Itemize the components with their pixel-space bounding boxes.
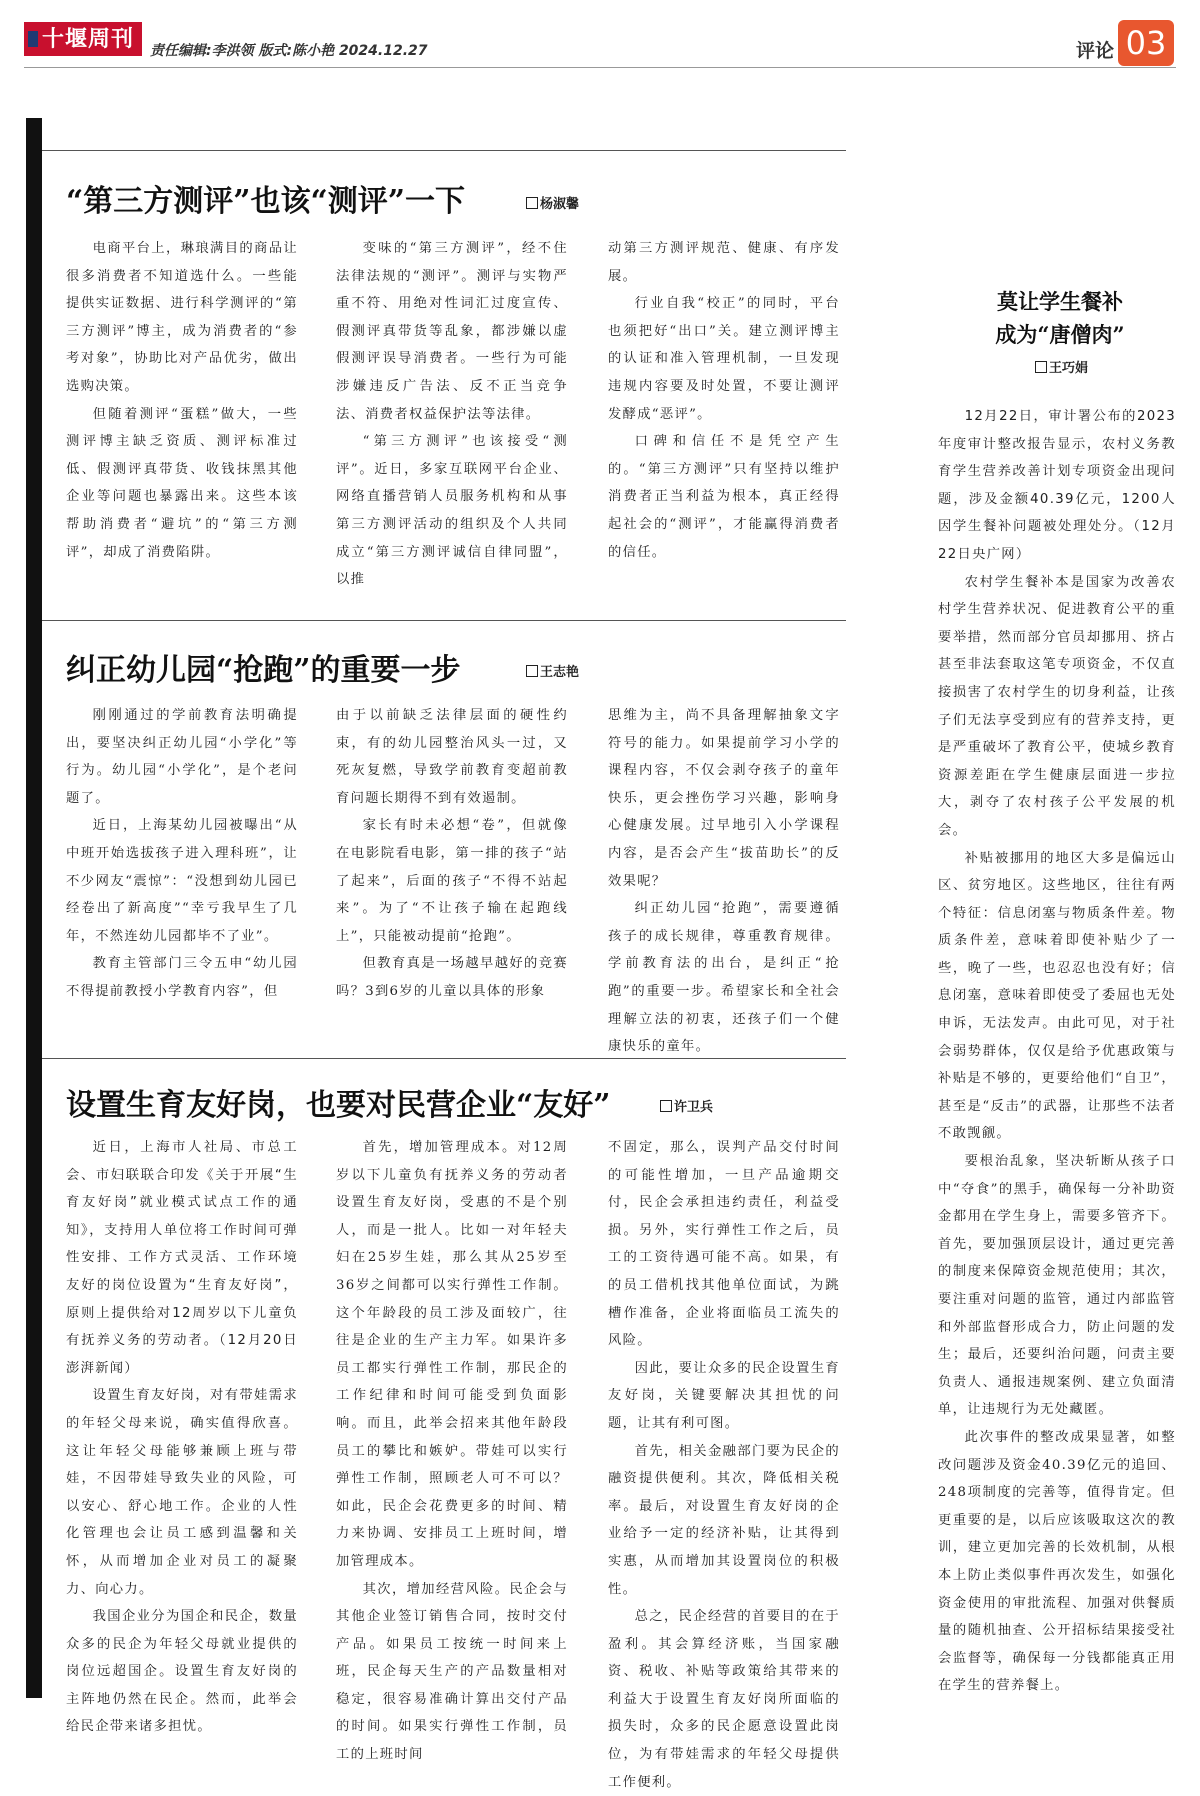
article-3-column-1 xyxy=(66,1134,298,1741)
paragraph: 教育主管部门三令五申“幼儿园不得提前教授小学教育内容”，但 xyxy=(66,956,298,999)
article-1-title: “第三方测评”也该“测评”一下 xyxy=(66,184,466,219)
article-2-column-1 xyxy=(66,702,298,1006)
paragraph: 我国企业分为国企和民企，数量众多的民企为年轻父母就业提供的岗位远超国企。设置生育友好岗的主阵地仍然在民企。然而，此举会给民企带来诸多担忧。 xyxy=(66,1609,298,1735)
article-2-column-3 xyxy=(608,702,840,1061)
paragraph: 设置生育友好岗，对有带娃需求的年轻父母来说，确实值得欣喜。这让年轻父母能够兼顾上班与带娃，不因带娃导致失业的风险，可以安心、舒心地工作。企业的人性化管理也会让员工感到温馨和关怀，从而增加企业对员工的凝聚力、向心力。 xyxy=(66,1388,298,1597)
sidebar-title-line-1: 莫让学生餐补 xyxy=(997,289,1123,314)
paragraph: 行业自我“校正”的同时，平台也须把好“出口”关。建立测评博主的认证和准入管理机制，一旦发现违规内容要及时处置，不要让测评发酵成“恶评”。 xyxy=(608,296,840,422)
paragraph: 要根治乱象，坚决斩断从孩子口中“夺食”的黑手，确保每一分补助资金都用在学生身上，需要多管齐下。首先，要加强顶层设计，通过更完善的制度来保障资金规范使用；其次，要注重对问题的监管，通过内部监管和外部监督形成合力，防止问题的发生；最后，还要纠治问题，问责主要负责人、通报违规案例、建立负面清单，让违规行为无处藏匿。 xyxy=(938,1154,1176,1418)
sidebar-author: 王巧娟 xyxy=(1035,357,1088,376)
paragraph: 口碑和信任不是凭空产生的。“第三方测评”只有坚持以维护消费者正当利益为根本，真正经得起社会的“测评”，才能赢得消费者的信任。 xyxy=(608,434,840,560)
paragraph: 刚刚通过的学前教育法明确提出，要坚决纠正幼儿园“小学化”等行为。幼儿园“小学化”，是个老问题了。 xyxy=(66,708,298,806)
article-2-title: 纠正幼儿园“抢跑”的重要一步 xyxy=(66,653,461,688)
paragraph: 纠正幼儿园“抢跑”，需要遵循孩子的成长规律，尊重教育规律。学前教育法的出台，是纠正“抢跑”的重要一步。希望家长和全社会理解立法的初衷，还孩子们一个健康快乐的童年。 xyxy=(608,901,840,1055)
section-name: 评论 xyxy=(1076,40,1115,62)
article-1-column-3 xyxy=(608,235,840,566)
paragraph: 近日，上海市人社局、市总工会、市妇联联合印发《关于开展“生育友好岗”就业模式试点工作的通知》，支持用人单位将工作时间可弹性安排、工作方式灵活、工作环境友好的岗位设置为“生育友好岗”，原则上提供给对12周岁以下儿童负有抚养义务的劳动者。（12月20日澎湃新闻） xyxy=(66,1140,298,1376)
paragraph: 农村学生餐补本是国家为改善农村学生营养状况、促进教育公平的重要举措，然而部分官员却挪用、挤占甚至非法套取这笔专项资金，不仅直接损害了农村学生的切身利益，让孩子们无法享受到应有的营养支持，更是严重破坏了教育公平，使城乡教育资源差距在学生健康层面进一步拉大，剥夺了农村孩子公平发展的机会。 xyxy=(938,574,1176,838)
paragraph: 变味的“第三方测评”，经不住法律法规的“测评”。测评与实物严重不符、用绝对性词汇过度宣传、假测评真带货等乱象，都涉嫌以虚假测评误导消费者。一些行为可能涉嫌违反广告法、反不正当竞争法、消费者权益保护法等法律。 xyxy=(336,241,568,422)
paragraph: 动第三方测评规范、健康、有序发展。 xyxy=(608,241,840,284)
article-divider-2 xyxy=(42,620,846,621)
paragraph: 此次事件的整改成果显著，如整改问题涉及资金40.39亿元的追回、248项制度的完善等，值得肯定。但更重要的是，以后应该吸取这次的教训，建立更加完善的长效机制，从根本上防止类似事件再次发生，如强化资金使用的审批流程、加强对供餐质量的随机抽查、公开招标结果接受社会监督等，确保每一分钱都能真正用在学生的营养餐上。 xyxy=(938,1429,1176,1694)
sidebar-title-line-2: 成为“唐僧肉” xyxy=(995,322,1125,347)
page-number-badge: 03 xyxy=(1118,20,1174,66)
article-1-column-2 xyxy=(336,235,568,594)
paragraph: 补贴被挪用的地区大多是偏远山区、贫穷地区。这些地区，往往有两个特征：信息闭塞与物质条件差。物质条件差，意味着即使补贴少了一些，晚了一些，也忍忍也没有好；信息闭塞，意味着即使受了委屈也无处申诉，无法发声。由此可见，对于社会弱势群体，仅仅是给予优惠政策与补贴是不够的，更要给他们“自卫”，甚至是“反击”的武器，让那些不法者不敢觊觎。 xyxy=(938,850,1176,1142)
paragraph: 其次，增加经营风险。民企会与其他企业签订销售合同，按时交付产品。如果员工按统一时间来上班，民企每天生产的产品数量相对稳定，很容易准确计算出交付产品的时间。如果实行弹性工作制，员工的上班时间 xyxy=(336,1581,568,1763)
article-3-column-3 xyxy=(608,1134,840,1796)
article-2-column-2 xyxy=(336,702,568,1006)
paragraph: 因此，要让众多的民企设置生育友好岗，关键要解决其担忧的问题，让其有利可图。 xyxy=(608,1360,840,1431)
article-1-column-1 xyxy=(66,235,298,566)
paragraph: 12月22日，审计署公布的2023年度审计整改报告显示，农村义务教育学生营养改善计划专项资金出现问题，涉及金额40.39亿元，1200人因学生餐补问题被处理处分。（12月22日央广网） xyxy=(938,409,1176,562)
article-3-author: 许卫兵 xyxy=(660,1096,713,1115)
article-3-column-2 xyxy=(336,1134,568,1769)
paragraph: “第三方测评”也该接受“测评”。近日，多家互联网平台企业、网络直播营销人员服务机构和从事第三方测评活动的组织及个人共同成立“第三方测评诚信自律同盟”，以推 xyxy=(336,434,568,588)
paragraph: 首先，增加管理成本。对12周岁以下儿童负有抚养义务的劳动者设置生育友好岗，受惠的不是个别人，而是一批人。比如一对年轻夫妇在25岁生娃，那么其从25岁至36岁之间都可以实行弹性工作制。这个年龄段的员工涉及面较广，往往是企业的生产主力军。如果许多员工都实行弹性工作制，那民企的工作纪律和时间可能受到负面影响。而且，此举会招来其他年龄段员工的攀比和嫉妒。带娃可以实行弹性工作制，照顾老人可不可以？如此，民企会花费更多的时间、精力来协调、安排员工上班时间，增加管理成本。 xyxy=(336,1140,568,1569)
logo-mark-icon xyxy=(28,31,38,47)
editor-info: 责任编辑:李洪领 版式:陈小艳 2024.12.27 xyxy=(150,43,428,59)
paragraph: 电商平台上，琳琅满目的商品让很多消费者不知道选什么。一些能提供实证数据、进行科学测评的“第三方测评”博主，成为消费者的“参考对象”，协助比对产品优劣，做出选购决策。 xyxy=(66,241,298,394)
header-divider xyxy=(24,67,1176,68)
article-divider-1 xyxy=(42,150,846,151)
masthead-title: 十堰周刊 xyxy=(41,26,134,52)
paragraph: 不固定，那么，误判产品交付时间的可能性增加，一旦产品逾期交付，民企会承担违约责任，利益受损。另外，实行弹性工作之后，员工的工资待遇可能不高。如果，有的员工借机找其他单位面试，为跳槽作准备，企业将面临员工流失的风险。 xyxy=(608,1140,840,1349)
left-accent-bar xyxy=(26,118,42,1698)
paragraph: 思维为主，尚不具备理解抽象文字符号的能力。如果提前学习小学的课程内容，不仅会剥夺孩子的童年快乐，更会挫伤学习兴趣，影响身心健康发展。过早地引入小学课程内容，是否会产生“拔苗助长”的反效果呢？ xyxy=(608,708,840,889)
paragraph: 但教育真是一场越早越好的竞赛吗？3到6岁的儿童以具体的形象 xyxy=(336,956,568,999)
article-2-author: 王志艳 xyxy=(526,661,579,680)
paragraph: 由于以前缺乏法律层面的硬性约束，有的幼儿园整治风头一过，又死灰复燃，导致学前教育变超前教育问题长期得不到有效遏制。 xyxy=(336,708,568,806)
paragraph: 首先，相关金融部门要为民企的融资提供便利。其次，降低相关税率。最后，对设置生育友好岗的企业给予一定的经济补贴，让其得到实惠，从而增加其设置岗位的积极性。 xyxy=(608,1443,840,1597)
paragraph: 但随着测评“蛋糕”做大，一些测评博主缺乏资质、测评标准过低、假测评真带货、收钱抹黑其他企业等问题也暴露出来。这些本该帮助消费者“避坑”的“第三方测评”，却成了消费陷阱。 xyxy=(66,406,298,560)
sidebar-body xyxy=(938,403,1176,1700)
paragraph: 近日，上海某幼儿园被曝出“从中班开始选拔孩子进入理科班”，让不少网友“震惊”：“没想到幼儿园已经卷出了新高度”“幸亏我早生了几年，不然连幼儿园都毕不了业”。 xyxy=(66,818,298,944)
paragraph: 总之，民企经营的首要目的在于盈利。其会算经济账，当国家融资、税收、补贴等政策给其带来的利益大于设置生育友好岗所面临的损失时，众多的民企愿意设置此岗位，为有带娃需求的年轻父母提供工作便利。 xyxy=(608,1609,840,1790)
paragraph: 家长有时未必想“卷”，但就像在电影院看电影，第一排的孩子“站了起来”，后面的孩子“不得不站起来”。为了“不让孩子输在起跑线上”，只能被动提前“抢跑”。 xyxy=(336,818,568,944)
article-3-title: 设置生育友好岗，也要对民营企业“友好” xyxy=(66,1088,611,1123)
article-1-author: 杨淑馨 xyxy=(526,193,579,212)
masthead-logo xyxy=(24,22,142,56)
